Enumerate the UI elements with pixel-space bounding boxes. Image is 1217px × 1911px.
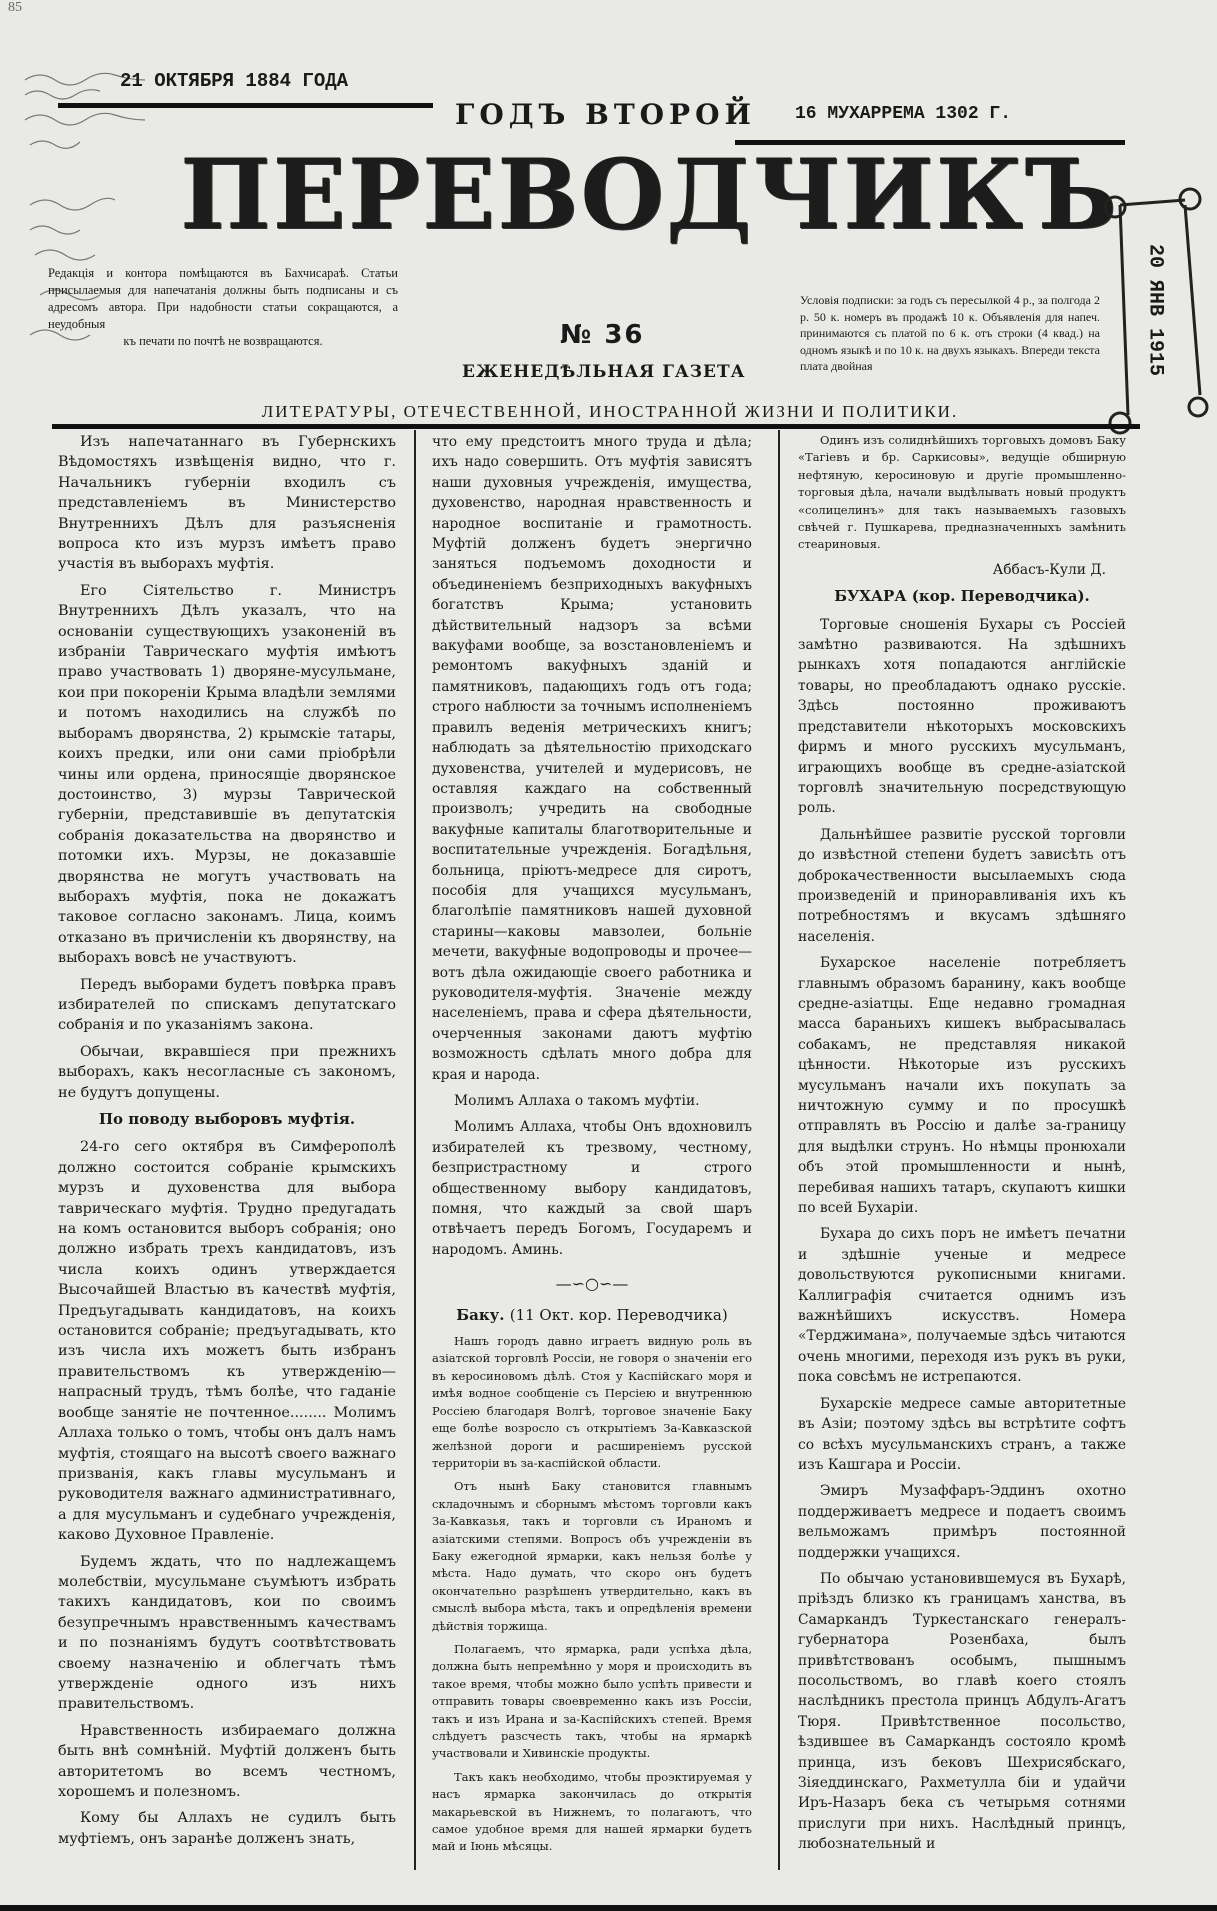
article-paragraph: Полагаемъ, что ярмарка, ради успѣха дѣла, должна быть непремѣнно у моря и происходить въ такое время, чтобы можно было успѣть привести и отправить товары своевременно какъ изъ Россіи, такъ и изъ Ирана и за-Каспійскихъ степей. Время слѣдуетъ разсчесть такъ, чтобы на ярмаркѣ участвовали и Хивинскіе продукты. bbox=[432, 1641, 752, 1761]
article-paragraph: Бухарское населеніе потребляетъ главнымъ образомъ баранину, какъ вообще средне-азіатцы. Еще недавно громадная масса бараньихъ кишекъ выбрасывалась собакамъ, не представляя никакой цѣнности. Нѣкоторые изъ русскихъ мусульманъ начали ихъ покупать за ничтожную сумму и по просушкѣ отправлять въ Россію и далѣе за-границу для выдѣлки струнъ. Но нѣмцы пронюхали объ этой промышленности и нынѣ, перебивая нашихъ татаръ, скупаютъ кишки по всей Бухаріи. bbox=[798, 955, 1126, 1217]
article-paragraph: Эмиръ Музаффаръ-Эддинъ охотно поддерживаетъ медресе и подаетъ своимъ вельможамъ примѣръ постоянной поддержки учащихся. bbox=[798, 1483, 1126, 1561]
article-paragraph: Нравственность избираемаго должна быть внѣ сомнѣній. Муфтій долженъ быть авторитетомъ во всемъ честномъ, хорошемъ и полезномъ. bbox=[58, 1722, 396, 1800]
header-rule-main bbox=[52, 424, 1140, 429]
baku-heading: Баку. bbox=[456, 1305, 505, 1324]
article-paragraph: Кому бы Аллахъ не судилъ быть муфтіемъ, онъ заранѣе долженъ знать, bbox=[58, 1810, 396, 1847]
article-paragraph: что ему предстоитъ много труда и дѣла; ихъ надо совершить. Отъ муфтія зависятъ наши духовныя учрежденія, имущества, духовенство, народная нравственность и народное воспитаніе и грамотность. Муфтій долженъ будетъ энергично заняться подъемомъ доходности и объединеніемъ безприходныхъ вакуфныхъ богатствъ Крыма; установить дѣйствительный надзоръ за всѣми вакуфами вообще, за возстановленіемъ и ремонтомъ вакуфныхъ зданій и памятниковъ, падающихъ годъ отъ года; строго наблюсти за точнымъ исполненіемъ правилъ веденія метрическихъ книгъ; наблюдать за дѣятельностію приходскаго духовенства, учителей и мудерисовъ, не оставляя каждаго на собственный произволъ; учредить на свободные вакуфные капиталы благотворительные и воспитательные учрежденія. Богадѣльня, больница, пріютъ-медресе для сиротъ, пособія для учащихся мусульманъ, благолѣпіе памятниковъ нашей духовной старины—каковы мавзолеи, больніе мечети, вакуфные водопроводы и прочее—вотъ дѣла ожидающіе своего работника и руководителя-муфтія. Значеніе между населеніемъ, права и сфера дѣятельности, очерченныя законами даютъ муфтію возможность сдѣлать много добра для края и народа. bbox=[432, 434, 752, 1083]
article-paragraph: Бухара до сихъ поръ не имѣетъ печатни и здѣшніе ученые и медресе довольствуются рукописными книгами. Каллиграфія считается однимъ изъ важнѣйшихъ искусствъ. Номера «Терджимана», получаемые здѣсь читаются очень многими, переходя изъ рукъ въ руки, пока совсѣмъ не истрепаются. bbox=[798, 1226, 1126, 1386]
article-paragraph: Одинъ изъ солиднѣйшихъ торговыхъ домовъ Баку «Тагіевъ и бр. Саркисовы», ведущіе обширную нефтяную, керосиновую и другіе промышленно-торговыя дѣла, начали выдѣлывать новый продуктъ «солицелинъ» для такъ называемыхъ газовыхъ свѣчей г. Пушкарева, предназначенныхъ замѣнить стеариновыя. bbox=[798, 433, 1126, 552]
article-paragraph: 24-го сего октября въ Симферополѣ должно состоится собраніе крымскихъ мурзъ и духовенства для выбора таврическаго муфтія. Трудно предугадать на комъ остановится выборъ собранія; оно должно избрать трехъ кандидатовъ, изъ числа коихъ одинъ утверждается Высочайшей Властью въ качествѣ муфтія, Предъугадывать кандидатовъ, на коихъ остановится собраніе; предъугадывать, кто изъ числа ихъ можетъ быть избранъ правительствомъ къ утвержденію—напрасный трудъ, тѣмъ болѣе, что гаданіе вообще занятіе не почтенное........ Молимъ Аллаха только о томъ, чтобы онъ далъ намъ муфтія, стоящаго на высотѣ своего важнаго призванія, какъ главы мусульманъ и руководителя важнаго административнаго, а для мусульманъ и судебнаго учрежденія, каково Духовное Правленіе. bbox=[58, 1139, 396, 1544]
section-ornament: —∽○∽— bbox=[555, 1274, 629, 1294]
article-paragraph: Отъ нынѣ Баку становится главнымъ складочнымъ и сборнымъ мѣстомъ торговли какъ За-Кавказья, такъ и торговли съ Ираномъ и азіатскими степями. Вопросъ объ учрежденіи въ Баку ежегодной ярмарки, какъ нельзя болѣе у мѣста. Надо думать, что скоро онъ будетъ окончательно разрѣшенъ утвердительно, какъ въ смыслѣ выбора мѣста, такъ и опредѣленія времени дѣйствія торжища. bbox=[432, 1479, 752, 1633]
article-paragraph: Его Сіятельство г. Министръ Внутреннихъ Дѣлъ указалъ, что на основаніи существующихъ узаконеній въ избраніи Таврическаго муфтія имѣютъ право участвовать 1) дворяне-мусульмане, кои при покореніи Крыма владѣли землями и потомъ находились на службѣ по выборамъ дворянства, 2) крымскіе татары, коихъ предки, или они сами пріобрѣли чины или ордена, приносящіе дворянское достоинство, 3) мурзы Таврической губерніи, представившіе въ депутатскія собранія доказательства на дворянство и потомки ихъ. Мурзы, не доказавшіе дворянства не могутъ участвовать на выборахъ муфтія, пока не докажатъ таковое согласно законамъ. Лица, коимъ отказано въ причисленіи къ дворянству, на выборахъ вовсѣ не участвуютъ. bbox=[58, 582, 396, 967]
article-paragraph: По обычаю установившемуся въ Бухарѣ, пріѣздъ близко къ границамъ ханства, въ Самаркандъ Туркестанскаго генералъ-губернатора Розенбаха, былъ привѣтствованъ особымъ, пышнымъ посольствомъ, во главѣ коего стоялъ наслѣдникъ престола принцъ Абдулъ-Агатъ Тюря. Привѣтственное посольство, ѣздившее въ Самаркандъ состояло кромѣ принца, изъ бековъ Шехрисябскаго, Зіяеддинскаго, Рахметулла біи и удайчи Иръ-Назаръ бека съ четырьмя сотнями прислуги при нихъ. Наслѣдный принцъ, любознательный и bbox=[798, 1570, 1126, 1853]
article-paragraph: Молимъ Аллаха о такомъ муфтіи. bbox=[454, 1093, 700, 1109]
column-1 bbox=[58, 432, 396, 1855]
column-divider-2 bbox=[778, 430, 780, 1870]
section-heading-baku bbox=[432, 1305, 752, 1325]
baku-dateline: (11 Окт. кор. Переводчика) bbox=[509, 1305, 728, 1324]
article-paragraph: Молимъ Аллаха, чтобы Онъ вдохновилъ избирателей къ трезвому, честному, безпристрастному и строго общественному выбору кандидатовъ, помня, что каждый за свой шаръ отвѣчаетъ передъ Богомъ, Государемъ и народомъ. Аминь. bbox=[432, 1119, 752, 1258]
article-paragraph: Дальнѣйшее развитіе русской торговли до извѣстной степени будетъ зависѣть отъ доброкачественности высылаемыхъ сюда произведеній и приноравливанія ихъ къ потребностямъ и вкусамъ здѣшняго населенія. bbox=[798, 826, 1126, 945]
article-paragraph: Такъ какъ необходимо, чтобы проэктируемая у насъ ярмарка закончилась до открытія макарьевской въ Нижнемъ, то полагаютъ, что самое удобное время для нашей ярмарки будетъ май и Іюнь мѣсяцы. bbox=[432, 1769, 752, 1854]
article-paragraph: Передъ выборами будетъ повѣрка правъ избирателей по спискамъ депутатскаго собранія и по указаніямъ закона. bbox=[58, 976, 396, 1034]
article-paragraph: Бухарскіе медресе самые авторитетные въ Азіи; поэтому здѣсь вы встрѣтите софтъ со всѣхъ мусульманскихъ странъ, а также изъ Кашгара и Россіи. bbox=[798, 1395, 1126, 1473]
weekly-label: ЕЖЕНЕДѢЛЬНАЯ ГАЗЕТА bbox=[462, 362, 746, 382]
column-3 bbox=[798, 432, 1126, 1861]
section-heading-mufti-elections: По поводу выборовъ муфтія. bbox=[98, 1110, 356, 1128]
library-stamp bbox=[1120, 215, 1190, 405]
subscription-terms: Условія подписки: за годъ съ пересылкой 4 р., за полгода 2 р. 50 к. номеръ въ продажѣ 10 к. Объявленія для напеч. принимаются съ платой по 6 к. отъ строки (4 квад.) на одномъ языкѣ и по 10 к. на двухъ языкахъ. Впереди текста плата двойная bbox=[800, 293, 1100, 373]
masthead-title: ПЕРЕВОДЧИКЪ bbox=[180, 138, 1119, 251]
library-stamp-date: 20 ЯНВ 1915 bbox=[1143, 243, 1167, 377]
column-divider-1 bbox=[414, 430, 416, 1870]
section-heading-bukhara: БУХАРА (кор. Переводчика). bbox=[834, 587, 1090, 606]
article-paragraph: Торговые сношенія Бухары съ Россіей замѣтно развиваются. На здѣшнихъ рынкахъ хотя попадаются англійскіе товары, но преобладаютъ однако русскіе. Здѣсь постоянно проживаютъ представители нѣкоторыхъ московскихъ фирмъ и много русскихъ мусульманъ, играющихъ вообще въ средне-азіатской торговлѣ значительную посредствующую роль. bbox=[798, 616, 1126, 817]
article-paragraph: Изъ напечатаннаго въ Губернскихъ Вѣдомостяхъ извѣщенія видно, что г. Начальникъ губерніи входилъ съ представленіемъ въ Министерство Внутреннихъ Дѣлъ для разъясненія вопроса кто изъ мурзъ имѣетъ право участія въ выборахъ муфтія. bbox=[58, 434, 396, 573]
editorial-notice bbox=[48, 265, 398, 350]
article-paragraph: Нашъ городъ давно играетъ видную роль въ азіатской торговлѣ Россіи, не говоря о значеніи его въ керосиновомъ дѣлѣ. Стоя у Каспійскаго моря и имѣя водное сообщеніе съ Персіею и внутреннюю Россіею благодаря Волгѣ, торговое значеніе Баку еще болѣе возросло съ открытіемъ За-Кавказской желѣзной дороги и расширеніемъ русской территоріи въ за-каспійской области. bbox=[432, 1334, 752, 1470]
author-signature: Аббасъ-Кули Д. bbox=[992, 561, 1106, 578]
header-rule-left bbox=[58, 103, 433, 108]
editorial-notice-text: Редакція и контора помѣщаются въ Бахчисараѣ. Статьи присылаемыя для напечатанія должны быть подписаны и съ адресомъ автора. При надобности статьи сокращаются, а неудобныя bbox=[48, 266, 398, 331]
date-gregorian: 21 ОКТЯБРЯ 1884 ГОДА bbox=[120, 70, 349, 92]
publication-year: ГОДЪ ВТОРОЙ bbox=[455, 98, 756, 131]
archive-page-number: 85 bbox=[8, 0, 22, 15]
column-2 bbox=[432, 432, 752, 1862]
date-hijri: 16 МУХАРРЕМА 1302 Г. bbox=[795, 104, 1012, 124]
editorial-notice-last-line: къ печати по почтѣ не возвращаются. bbox=[123, 334, 323, 348]
issue-number: № 36 bbox=[560, 320, 645, 350]
newspaper-subtitle: ЛИТЕРАТУРЫ, ОТЕЧЕСТВЕННОЙ, ИНОСТРАННОЙ ЖИЗНИ И ПОЛИТИКИ. bbox=[261, 402, 959, 421]
page-bottom-edge bbox=[0, 1905, 1217, 1911]
article-paragraph: Обычаи, вкравшіеся при прежнихъ выборахъ, какъ несогласные съ закономъ, не будутъ допущены. bbox=[58, 1043, 396, 1101]
article-paragraph: Будемъ ждать, что по надлежащемъ молебствіи, мусульмане съумѣютъ избрать такихъ кандидатовъ, кои по своимъ безупречнымъ нравственнымъ качествамъ и по познаніямъ будутъ соотвѣтствовать своему назначенію и облегчать тѣмъ утвержденіе одного изъ нихъ правительствомъ. bbox=[58, 1553, 396, 1713]
